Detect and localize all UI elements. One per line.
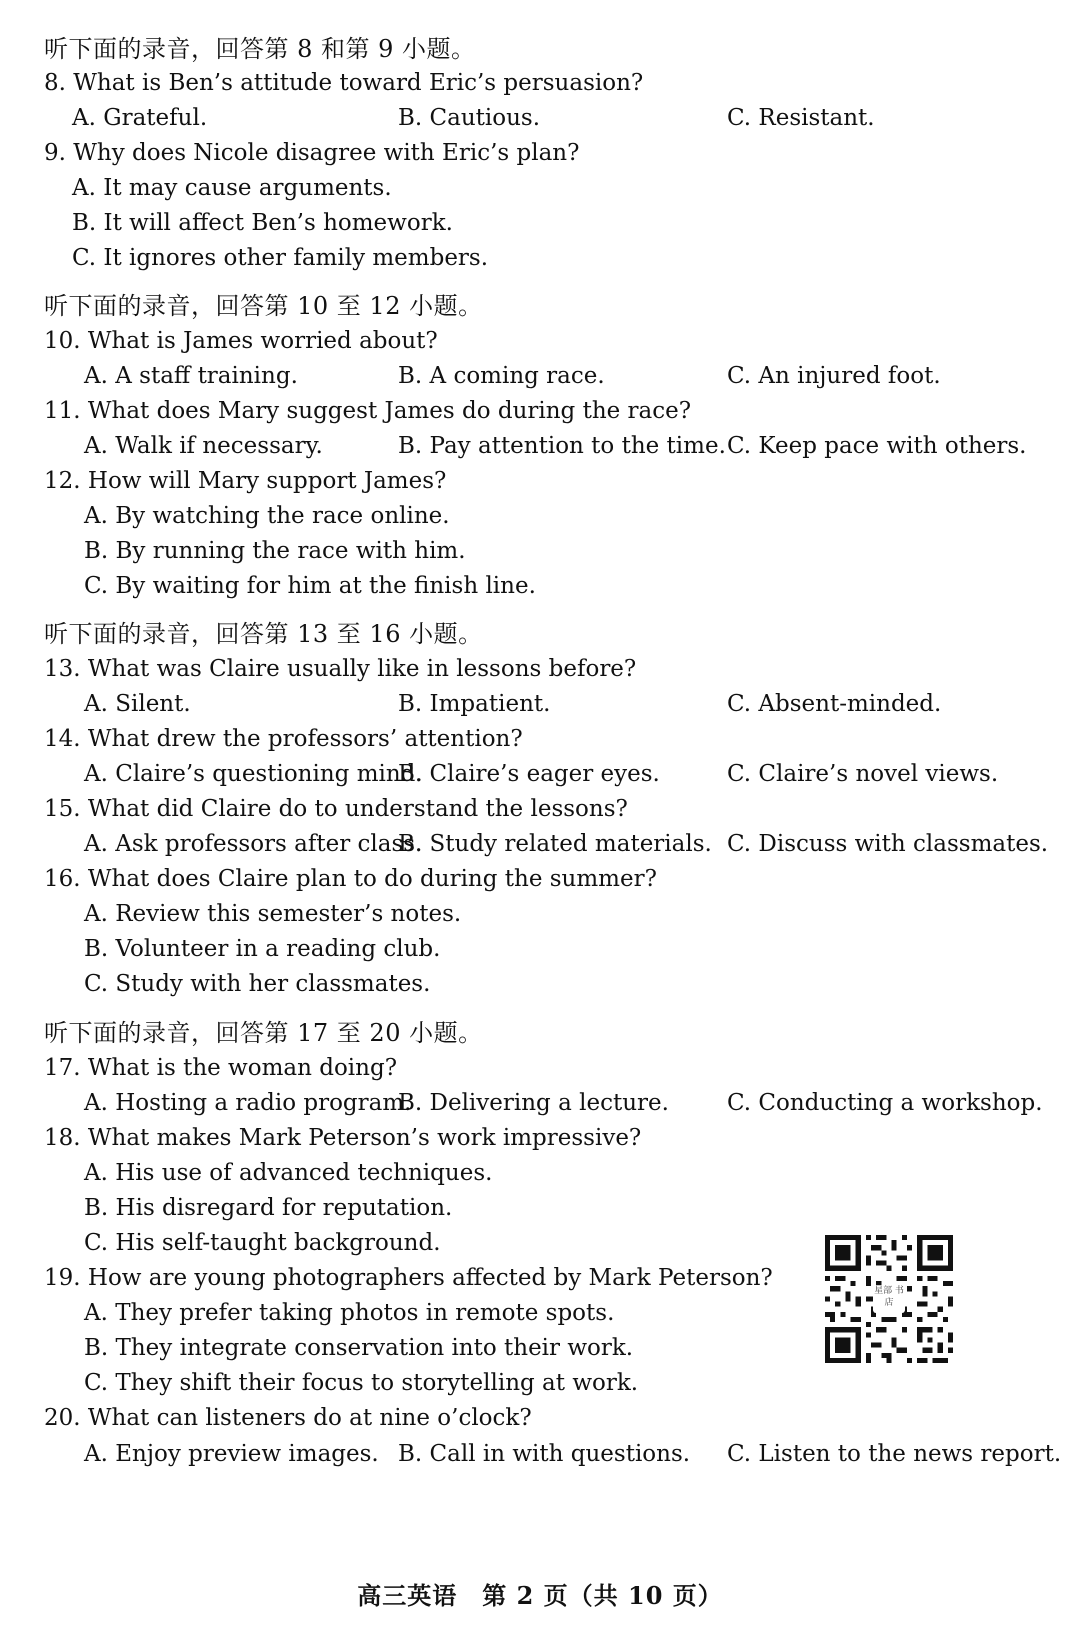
section-header: 听下面的录音，回答第 10 至 12 小题。 bbox=[44, 292, 483, 320]
options-row bbox=[0, 687, 1080, 721]
option-a: A. Grateful. bbox=[72, 105, 208, 131]
question-stem: 11. What does Mary suggest James do during the race? bbox=[44, 398, 692, 424]
option-a: A. They prefer taking photos in remote spots. bbox=[84, 1300, 615, 1326]
option-b: B. Pay attention to the time. bbox=[398, 433, 726, 459]
question-stem: 15. What did Claire do to understand the lessons? bbox=[44, 796, 628, 822]
question-stem: 13. What was Claire usually like in lessons before? bbox=[44, 656, 637, 682]
option-c: C. Resistant. bbox=[727, 105, 875, 131]
option-c: C. It ignores other family members. bbox=[72, 245, 489, 271]
options-row bbox=[0, 757, 1080, 791]
option-b: B. By running the race with him. bbox=[84, 538, 466, 564]
question-stem: 19. How are young photographers affected by Mark Peterson? bbox=[44, 1265, 773, 1291]
options-row bbox=[0, 1437, 1080, 1471]
option-b: B. Cautious. bbox=[398, 105, 541, 131]
option-b: B. Study related materials. bbox=[398, 831, 712, 857]
question-stem: 9. Why does Nicole disagree with Eric’s plan? bbox=[44, 140, 580, 166]
question-stem: 10. What is James worried about? bbox=[44, 328, 438, 354]
options-row bbox=[0, 359, 1080, 393]
option-c: C. Conducting a workshop. bbox=[727, 1090, 1043, 1116]
section-header: 听下面的录音，回答第 17 至 20 小题。 bbox=[44, 1019, 483, 1047]
question-stem: 14. What drew the professors’ attention? bbox=[44, 726, 523, 752]
option-b: B. They integrate conservation into their work. bbox=[84, 1335, 634, 1361]
qr-logo: 星部 书店 bbox=[873, 1285, 905, 1313]
qr-code[interactable] bbox=[825, 1235, 953, 1363]
page-footer: 高三英语 第 2 页（共 10 页） bbox=[357, 1581, 723, 1610]
option-b: B. Impatient. bbox=[398, 691, 551, 717]
question-stem: 16. What does Claire plan to do during the summer? bbox=[44, 866, 657, 892]
option-a: A. Hosting a radio program. bbox=[84, 1090, 412, 1116]
question-stem: 18. What makes Mark Peterson’s work impressive? bbox=[44, 1125, 642, 1151]
option-b: B. Claire’s eager eyes. bbox=[398, 761, 660, 787]
option-b: B. Volunteer in a reading club. bbox=[84, 936, 441, 962]
options-row bbox=[0, 827, 1080, 861]
options-row bbox=[0, 101, 1080, 135]
option-c: C. Absent-minded. bbox=[727, 691, 942, 717]
question-stem: 8. What is Ben’s attitude toward Eric’s persuasion? bbox=[44, 70, 644, 96]
option-b: B. Delivering a lecture. bbox=[398, 1090, 669, 1116]
option-b: B. It will affect Ben’s homework. bbox=[72, 210, 453, 236]
question-stem: 12. How will Mary support James? bbox=[44, 468, 447, 494]
option-a: A. Silent. bbox=[84, 691, 191, 717]
section-header: 听下面的录音，回答第 13 至 16 小题。 bbox=[44, 620, 483, 648]
option-c: C. By waiting for him at the finish line. bbox=[84, 573, 536, 599]
option-c: C. Study with her classmates. bbox=[84, 971, 431, 997]
option-c: C. His self-taught background. bbox=[84, 1230, 441, 1256]
option-a: A. Review this semester’s notes. bbox=[84, 901, 462, 927]
option-a: A. It may cause arguments. bbox=[72, 175, 392, 201]
option-c: C. They shift their focus to storytelling at work. bbox=[84, 1370, 639, 1396]
option-a: A. By watching the race online. bbox=[84, 503, 450, 529]
option-a: A. Ask professors after class. bbox=[84, 831, 423, 857]
option-a: A. Claire’s questioning mind. bbox=[84, 761, 423, 787]
section-header: 听下面的录音，回答第 8 和第 9 小题。 bbox=[44, 35, 476, 63]
option-a: A. Enjoy preview images. bbox=[84, 1441, 379, 1467]
question-stem: 17. What is the woman doing? bbox=[44, 1055, 398, 1081]
option-a: A. A staff training. bbox=[84, 363, 298, 389]
options-row bbox=[0, 1086, 1080, 1120]
option-c: C. Keep pace with others. bbox=[727, 433, 1027, 459]
option-c: C. Discuss with classmates. bbox=[727, 831, 1049, 857]
options-row bbox=[0, 429, 1080, 463]
option-a: A. His use of advanced techniques. bbox=[84, 1160, 493, 1186]
option-c: C. Claire’s novel views. bbox=[727, 761, 999, 787]
question-stem: 20. What can listeners do at nine o’clock? bbox=[44, 1405, 532, 1431]
option-b: B. A coming race. bbox=[398, 363, 605, 389]
option-a: A. Walk if necessary. bbox=[84, 433, 323, 459]
option-b: B. His disregard for reputation. bbox=[84, 1195, 453, 1221]
option-c: C. An injured foot. bbox=[727, 363, 941, 389]
option-c: C. Listen to the news report. bbox=[727, 1441, 1062, 1467]
option-b: B. Call in with questions. bbox=[398, 1441, 691, 1467]
